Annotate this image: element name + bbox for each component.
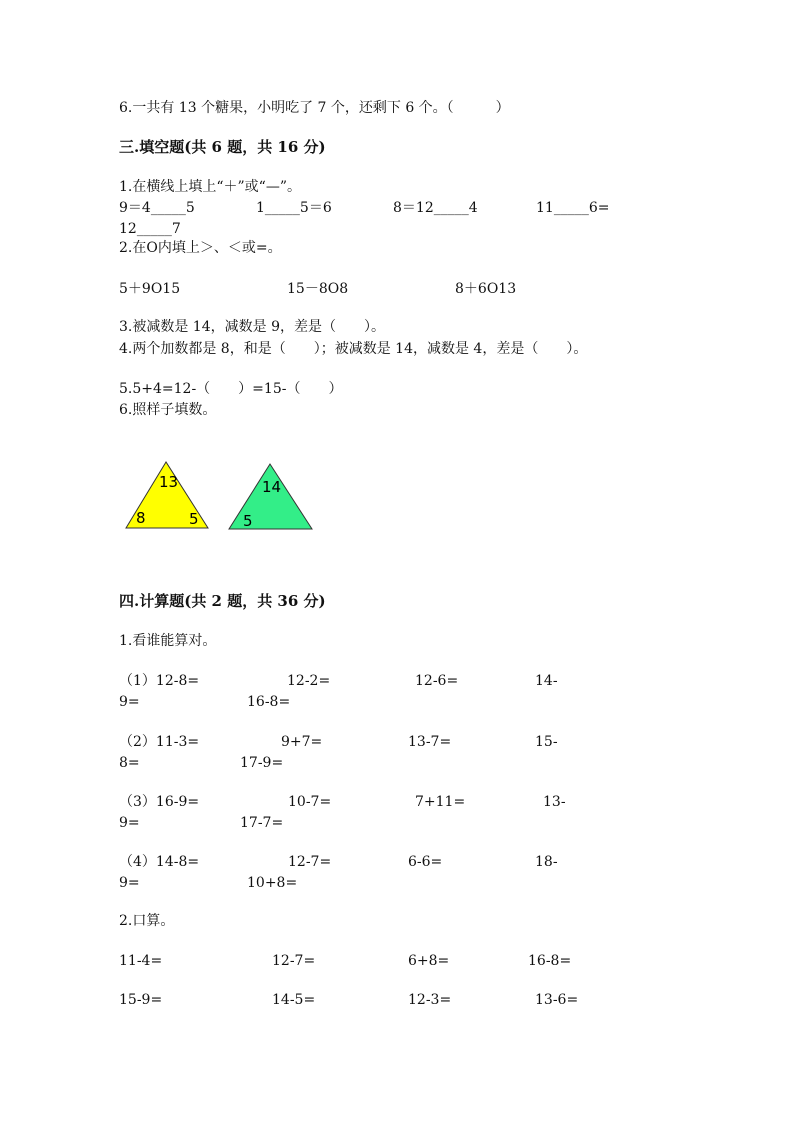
green-triangle-left-number: 5 [243, 512, 253, 530]
oral-item: 12-3= [408, 992, 452, 1008]
calc-item: 12-7= [288, 854, 332, 870]
calc-item: 9= [119, 694, 140, 710]
oral-item: 13-6= [535, 992, 579, 1008]
calc-item: 17-9= [240, 755, 284, 771]
calc-item: 13-7= [408, 734, 452, 750]
calc-item: 9+7= [281, 734, 323, 750]
calc-item: 7+11= [415, 794, 466, 810]
calc-item: 10+8= [247, 875, 298, 891]
calc-item: 17-7= [240, 815, 284, 831]
calc-item: （3）16-9= [119, 794, 200, 810]
oral-item: 12-7= [272, 953, 316, 969]
calc-item: 16-8= [247, 694, 291, 710]
sec3-q2-item: 15－8O8 [287, 281, 349, 297]
calc-item: 12-2= [287, 673, 331, 689]
oral-item: 16-8= [528, 953, 572, 969]
calc-item: 9= [119, 875, 140, 891]
sec3-q6: 6.照样子填数。 [119, 402, 217, 418]
calc-item: 10-7= [288, 794, 332, 810]
sec3-q2-text: 2.在O内填上＞、＜或=。 [119, 240, 282, 256]
oral-item: 15-9= [119, 992, 163, 1008]
triangle-figures [0, 455, 794, 575]
sec4-q2-text: 2.口算。 [119, 913, 175, 929]
calc-item: （1）12-8= [119, 673, 200, 689]
calc-item: 18- [535, 854, 558, 870]
sec3-q4: 4.两个加数都是 8，和是（ ）；被减数是 14，减数是 4，差是（ ）。 [119, 341, 588, 357]
calc-item: （4）14-8= [119, 854, 200, 870]
oral-item: 6+8= [408, 953, 450, 969]
sec3-q1-text: 1.在横线上填上“＋”或“—”。 [119, 179, 301, 195]
calc-item: 15- [535, 734, 558, 750]
calc-item: 6-6= [408, 854, 443, 870]
sec3-q1-item: 11_____6= [536, 200, 610, 216]
calc-item: 9= [119, 815, 140, 831]
green-triangle [229, 464, 312, 529]
yellow-triangle-left-number: 8 [136, 509, 146, 527]
calc-item: 12-6= [415, 673, 459, 689]
sec3-q2-item: 5＋9O15 [119, 281, 181, 297]
green-triangle-top-number: 14 [262, 478, 282, 496]
calc-item: 8= [119, 755, 140, 771]
sec3-q1-item: 8＝12_____4 [393, 200, 478, 216]
yellow-triangle-right-number: 5 [189, 510, 199, 528]
calc-item: 13- [543, 794, 566, 810]
sec3-q2-item: 8＋6O13 [455, 281, 517, 297]
yellow-triangle-top-number: 13 [159, 473, 179, 491]
sec4-q1-text: 1.看谁能算对。 [119, 633, 217, 649]
section-4-title: 四.计算题(共 2 题，共 36 分) [119, 592, 326, 610]
calc-item: 14- [535, 673, 558, 689]
sec3-q1-item: 9＝4_____5 [119, 200, 195, 216]
calc-item: （2）11-3= [119, 734, 200, 750]
oral-item: 14-5= [272, 992, 316, 1008]
oral-item: 11-4= [119, 953, 163, 969]
sec3-q1-item: 12_____7 [119, 221, 181, 237]
question-6-previous: 6.一共有 13 个糖果，小明吃了 7 个，还剩下 6 个。（ ） [119, 100, 510, 116]
sec3-q1-item: 1_____5＝6 [256, 200, 332, 216]
sec3-q5: 5.5+4=12-（ ）=15-（ ） [119, 381, 343, 397]
sec3-q3: 3.被减数是 14，减数是 9，差是（ ）。 [119, 319, 385, 335]
section-3-title: 三.填空题(共 6 题，共 16 分) [119, 138, 326, 156]
